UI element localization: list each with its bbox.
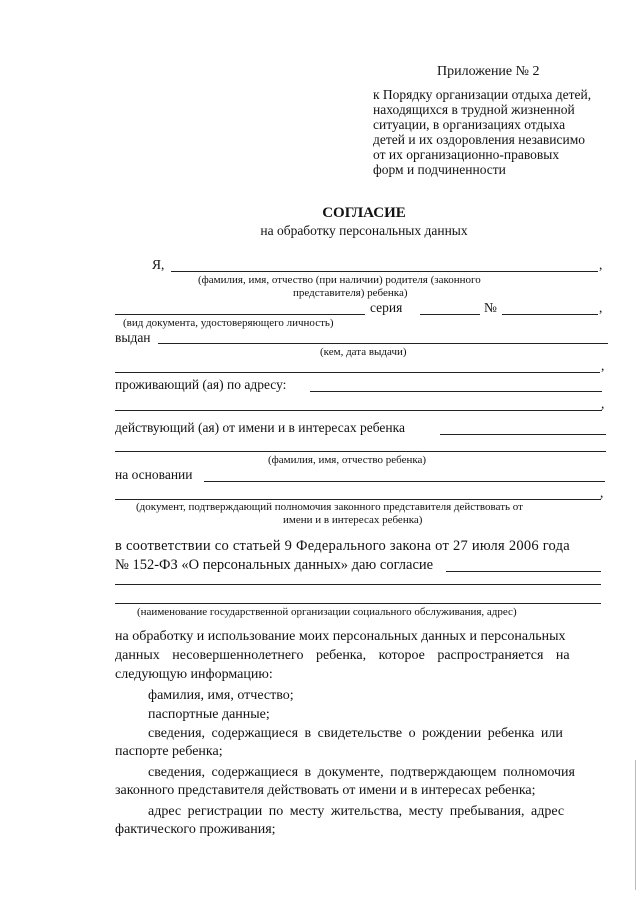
ya-label: Я, bbox=[152, 257, 165, 272]
list-item-2: паспортные данные; bbox=[148, 707, 270, 722]
appendix-line-5: от их организационно-правовых bbox=[373, 147, 560, 162]
organization-line-1[interactable] bbox=[446, 571, 601, 572]
list-item-4b: законного представителя действовать от имени и в интересах ребенка; bbox=[115, 783, 536, 798]
appendix-line-1: к Порядку организации отдыха детей, bbox=[373, 87, 592, 102]
comma: , bbox=[601, 358, 605, 373]
list-item-3b: паспорте ребенка; bbox=[115, 744, 223, 759]
document-title: СОГЛАСИЕ bbox=[322, 205, 406, 221]
appendix-line-6: форм и подчиненности bbox=[373, 162, 506, 177]
list-item-5a: адрес регистрации по месту жительства, месту пребывания, адрес bbox=[148, 804, 565, 819]
organization-line-3[interactable] bbox=[115, 603, 601, 604]
caption-authority-2: имени и в интересах ребенка) bbox=[283, 514, 423, 526]
list-item-4a: сведения, содержащиеся в документе, подтверждающем полномочия bbox=[148, 765, 575, 780]
list-item-3a: сведения, содержащиеся в свидетельстве о рождении ребенка или bbox=[148, 726, 563, 741]
caption-document: (вид документа, удостоверяющего личность) bbox=[123, 317, 334, 329]
appendix-number: Приложение № 2 bbox=[437, 64, 540, 79]
list-item-5b: фактического проживания; bbox=[115, 822, 276, 837]
series-line[interactable] bbox=[420, 314, 480, 315]
parent-name-line[interactable] bbox=[171, 271, 598, 272]
residing-label: проживающий (ая) по адресу: bbox=[115, 377, 287, 392]
number-label: № bbox=[484, 300, 497, 315]
appendix-line-3: ситуации, в организациях отдыха bbox=[373, 117, 566, 132]
caption-org: (наименование государственной организации социального обслуживания, адрес) bbox=[137, 606, 517, 618]
comma: , bbox=[600, 485, 604, 500]
scan-edge bbox=[635, 760, 636, 890]
document-subtitle: на обработку персональных данных bbox=[260, 223, 468, 238]
law-line-2: № 152-ФЗ «О персональных данных» даю согласие bbox=[115, 557, 434, 573]
issued-label: выдан bbox=[115, 330, 151, 345]
caption-child: (фамилия, имя, отчество ребенка) bbox=[268, 454, 427, 466]
comma: , bbox=[599, 257, 603, 272]
number-line[interactable] bbox=[502, 314, 598, 315]
appendix-line-2: находящихся в трудной жизненной bbox=[373, 102, 575, 117]
caption-parent-1: (фамилия, имя, отчество (при наличии) родителя (законного bbox=[198, 274, 481, 286]
comma: , bbox=[599, 300, 603, 315]
basis-label: на основании bbox=[115, 467, 193, 482]
acting-label: действующий (ая) от имени и в интересах ребенка bbox=[115, 420, 405, 435]
issued-line-2[interactable] bbox=[115, 372, 600, 373]
address-line-2[interactable] bbox=[115, 410, 602, 411]
comma: , bbox=[601, 396, 605, 411]
child-name-line-1[interactable] bbox=[440, 434, 606, 435]
child-name-line-2[interactable] bbox=[115, 451, 606, 452]
series-label: серия bbox=[370, 300, 403, 315]
processing-line-3: следующую информацию: bbox=[115, 667, 273, 682]
caption-authority-1: (документ, подтверждающий полномочия законного представителя действовать от bbox=[136, 501, 523, 513]
address-line-1[interactable] bbox=[310, 391, 602, 392]
organization-line-2[interactable] bbox=[115, 584, 601, 585]
document-type-line[interactable] bbox=[115, 314, 365, 315]
basis-line-2[interactable] bbox=[115, 499, 601, 500]
basis-line-1[interactable] bbox=[204, 481, 605, 482]
issued-line[interactable] bbox=[158, 343, 608, 344]
list-item-1: фамилия, имя, отчество; bbox=[148, 688, 294, 703]
caption-issued: (кем, дата выдачи) bbox=[320, 346, 407, 358]
appendix-line-4: детей и их оздоровления независимо bbox=[373, 132, 586, 147]
law-line-1: в соответствии со статьей 9 Федерального закона от 27 июля 2006 года bbox=[115, 538, 570, 554]
processing-line-1: на обработку и использование моих персональных данных и персональных bbox=[115, 629, 566, 644]
caption-parent-2: представителя) ребенка) bbox=[293, 287, 408, 299]
processing-line-2: данных несовершеннолетнего ребенка, которое распространяется на bbox=[115, 648, 570, 663]
